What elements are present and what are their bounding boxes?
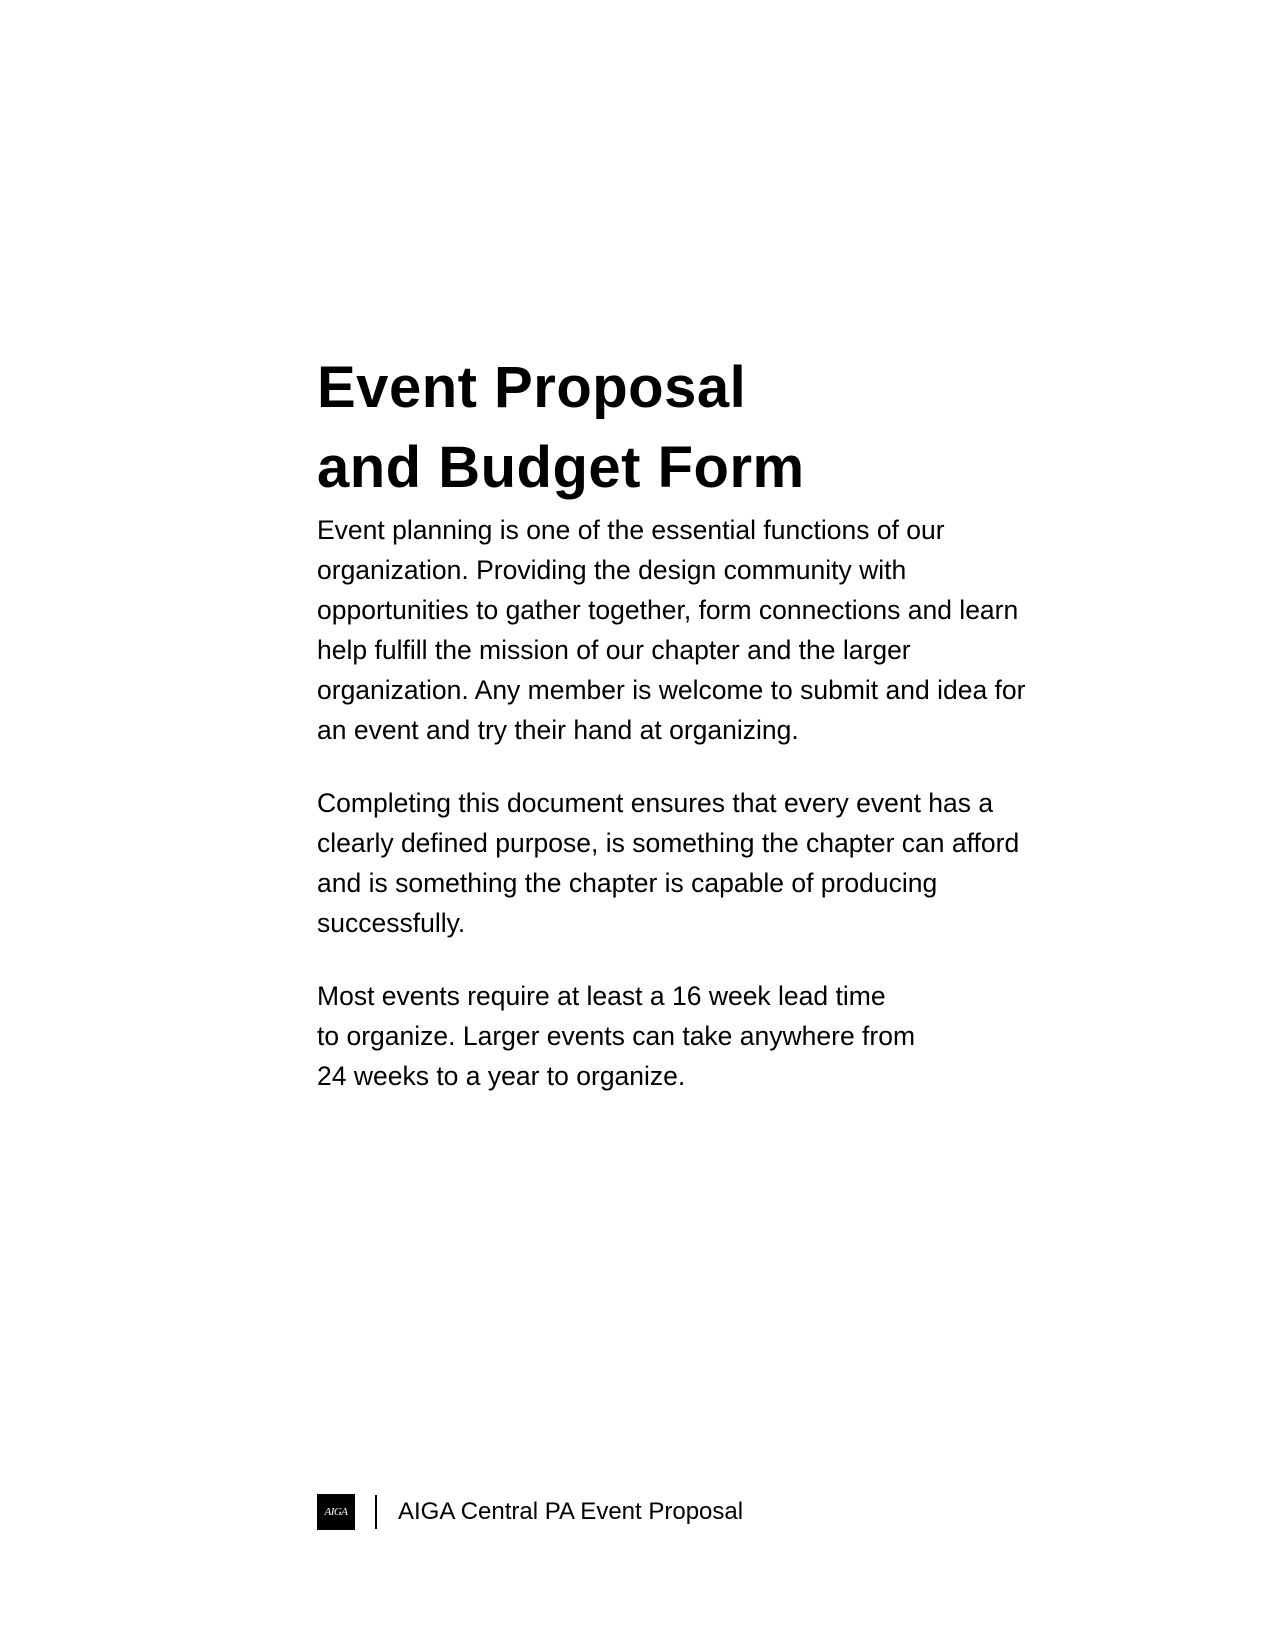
footer-label: AIGA Central PA Event Proposal bbox=[398, 1498, 744, 1525]
lead-time-line-3: 24 weeks to a year to organize. bbox=[317, 1061, 686, 1091]
page-footer bbox=[317, 1494, 743, 1530]
purpose-paragraph: Completing this document ensures that every event has a clearly defined purpose, is something the chapter can afford and is something the chapter is capable of producing successfully. bbox=[317, 788, 1020, 938]
intro-paragraph: Event planning is one of the essential functions of our organization. Providing the design community with opportunities to gather together, form connections and learn help fulfill the mission of our chapter and the larger organization. Any member is welcome to submit and idea for an event and try their hand at organizing. bbox=[317, 515, 1026, 745]
aiga-logo bbox=[317, 1494, 355, 1530]
title-line-1: Event Proposal bbox=[317, 355, 747, 420]
logo-text: AIGA bbox=[324, 1506, 348, 1518]
footer-divider bbox=[375, 1495, 377, 1529]
lead-time-paragraph bbox=[317, 976, 1047, 1096]
main-content bbox=[317, 348, 1047, 1096]
lead-time-line-2: to organize. Larger events can take anywhere from bbox=[317, 1021, 916, 1051]
title-line-2: and Budget Form bbox=[317, 435, 805, 500]
lead-time-line-1: Most events require at least a 16 week lead time bbox=[317, 981, 886, 1011]
page-title bbox=[317, 348, 1047, 508]
